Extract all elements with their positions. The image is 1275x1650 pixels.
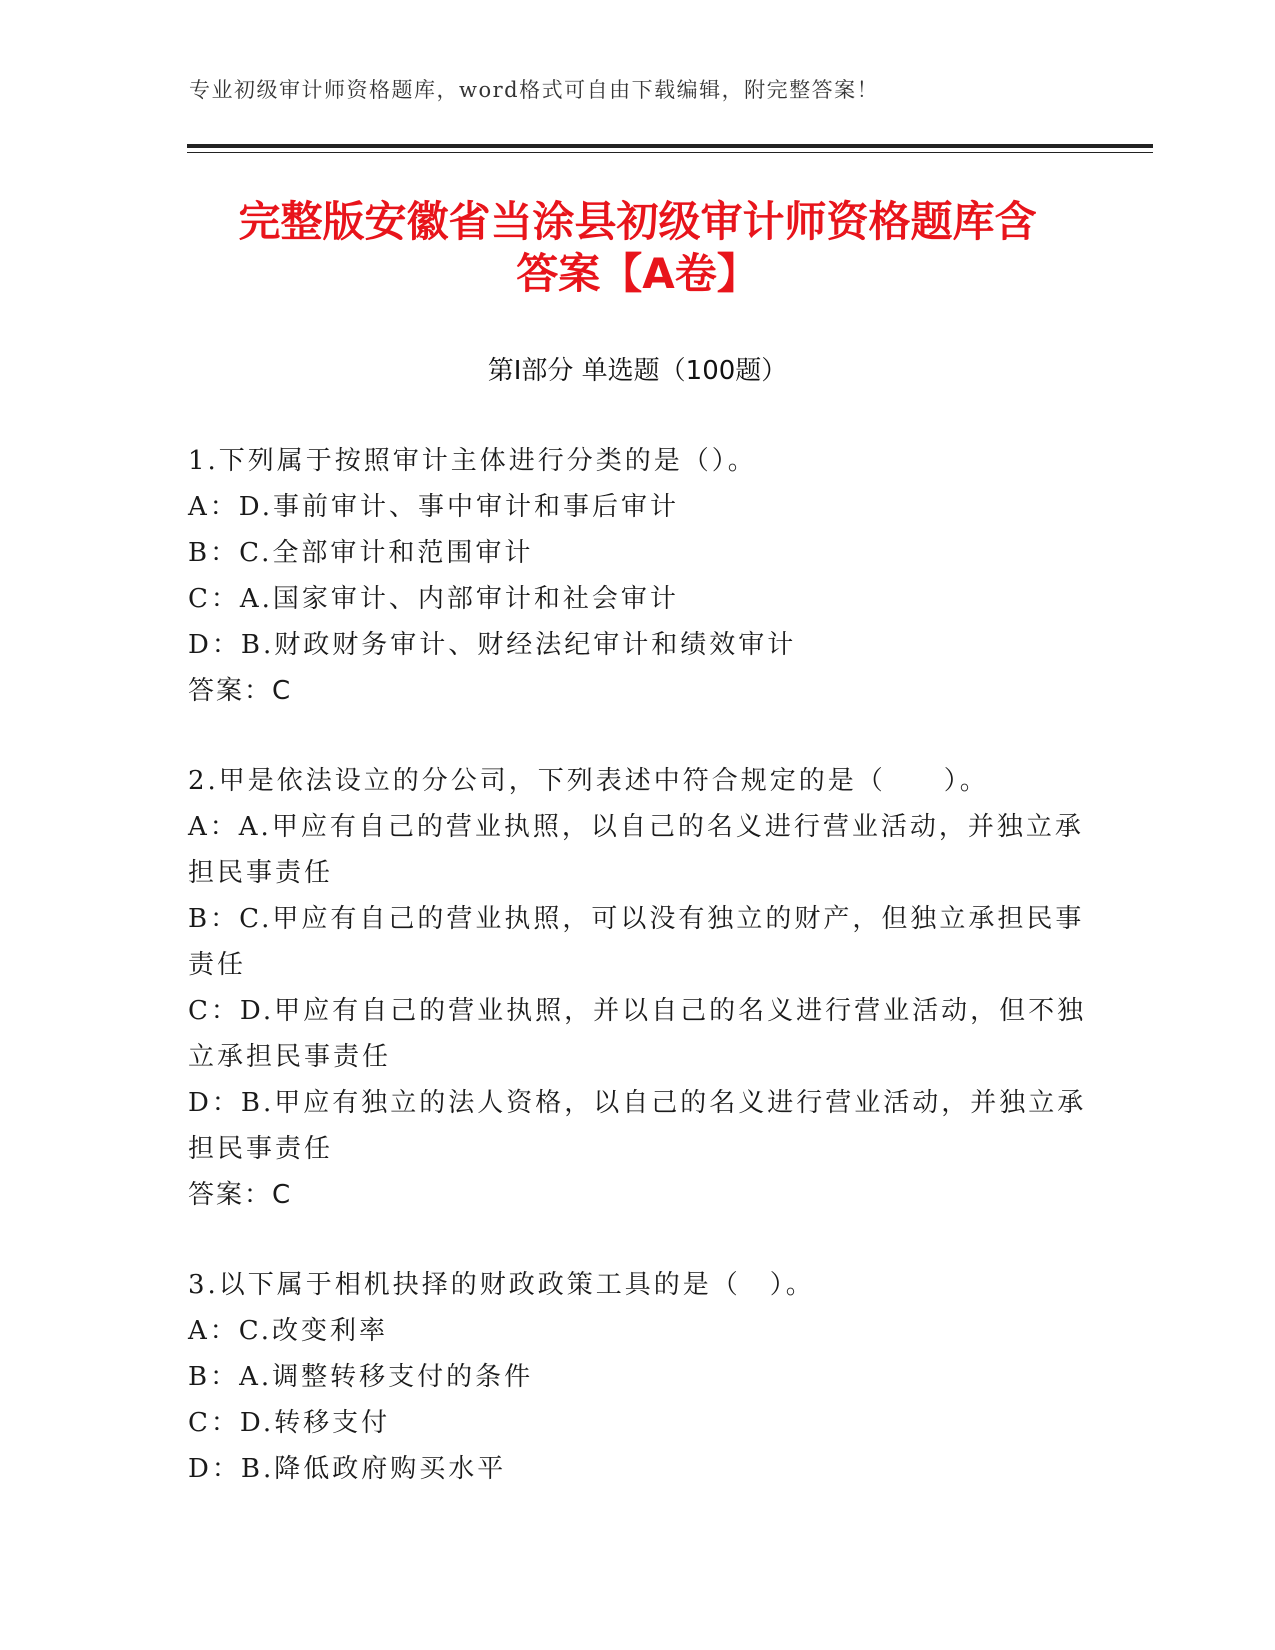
header-rule-thick: [187, 144, 1153, 148]
option-c: C：A.国家审计、内部审计和社会审计: [188, 584, 679, 614]
option-c: C：D.转移支付: [188, 1408, 391, 1438]
question-1: [188, 438, 1088, 714]
option-b: B：C.甲应有自己的营业执照，可以没有独立的财产，但独立承担民事责任: [188, 904, 1085, 980]
option-b: B：A.调整转移支付的条件: [188, 1362, 534, 1392]
question-3: [188, 1262, 1088, 1492]
option-c: C：D.甲应有自己的营业执照，并以自己的名义进行营业活动，但不独立承担民事责任: [188, 996, 1087, 1072]
option-d: D：B.甲应有独立的法人资格，以自己的名义进行营业活动，并独立承担民事责任: [188, 1088, 1087, 1164]
answer: 答案：C: [188, 676, 293, 706]
question-stem: 2.甲是依法设立的分公司，下列表述中符合规定的是（ ）。: [188, 766, 989, 796]
document-title-line-2: 答案【A卷】: [516, 249, 759, 298]
option-b: B：C.全部审计和范围审计: [188, 538, 534, 568]
answer: 答案：C: [188, 1180, 293, 1210]
option-a: A：C.改变利率: [188, 1316, 389, 1346]
option-a: A：D.事前审计、事中审计和事后审计: [188, 492, 679, 522]
option-d: D：B.财政财务审计、财经法纪审计和绩效审计: [188, 630, 797, 660]
option-a: A：A.甲应有自己的营业执照，以自己的名义进行营业活动，并独立承担民事责任: [188, 812, 1084, 888]
question-list: [188, 438, 1088, 1492]
page-header: 专业初级审计师资格题库，word格式可自由下载编辑，附完整答案！: [189, 78, 880, 102]
question-stem: 1.下列属于按照审计主体进行分类的是（）。: [188, 446, 757, 476]
question-stem: 3.以下属于相机抉择的财政政策工具的是（ ）。: [188, 1270, 815, 1300]
spacer: [188, 714, 1088, 758]
option-d: D：B.降低政府购买水平: [188, 1454, 507, 1484]
document-title-line-1: 完整版安徽省当涂县初级审计师资格题库含: [238, 197, 1037, 246]
section-title: 第I部分 单选题（100题）: [487, 356, 788, 386]
question-2: [188, 758, 1088, 1218]
document-title: [150, 196, 1125, 300]
spacer: [188, 1218, 1088, 1262]
header-rule-thin: [187, 152, 1153, 153]
